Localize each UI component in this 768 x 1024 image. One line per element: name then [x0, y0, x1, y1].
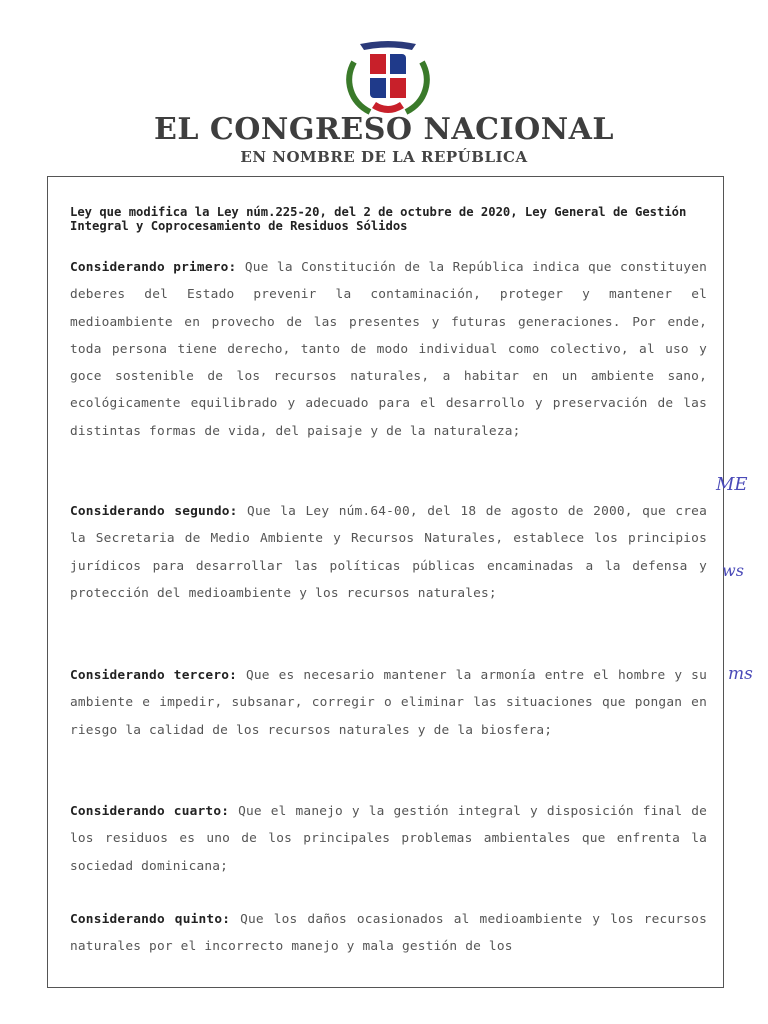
paragraph-lead: Considerando primero: [70, 260, 237, 275]
considerando-quinto [70, 906, 707, 961]
considerando-tercero [70, 662, 707, 744]
margin-initials: ME [716, 474, 748, 495]
considerando-primero [70, 254, 707, 445]
congress-subtitle: EN NOMBRE DE LA REPÚBLICA [240, 148, 528, 166]
margin-initials: ws [722, 561, 744, 580]
congress-title: EL CONGRESO NACIONAL [153, 112, 615, 147]
paragraph-text: Que el manejo y la gestión integral y disposición final de los residuos es uno de los principales problemas ambientales que enfrenta la sociedad dominicana; [70, 804, 707, 874]
paragraph-lead: Considerando tercero: [70, 668, 238, 683]
considerando-cuarto [70, 798, 707, 880]
paragraph-text: Que la Ley núm.64-00, del 18 de agosto de 2000, que crea la Secretaria de Medio Ambiente y Recursos Naturales, establece los principios jurídicos para desarrollar las políticas públicas encaminadas a la defensa y protección del medioambiente y los recursos naturales; [70, 504, 707, 601]
considerando-segundo [70, 498, 707, 607]
paragraph-text: Que la Constitución de la República indica que constituyen deberes del Estado prevenir la contaminación, proteger y mantener el medioambiente en provecho de las presentes y futuras generaciones. Por ende, toda persona tiene derecho, tanto de modo individual como colectivo, al uso y goce sostenible de los recursos naturales, a habitar en un ambiente sano, ecológicamente equilibrado y adecuado para el desarrollo y preservación de las distintas formas de vida, del paisaje y de la naturaleza; [70, 260, 708, 439]
paragraph-lead: Considerando segundo: [70, 504, 238, 519]
paragraph-text: Que es necesario mantener la armonía entre el hombre y su ambiente e impedir, subsanar, corregir o eliminar las situaciones que pongan en riesgo la calidad de los recursos naturales y de la biosfera; [70, 668, 707, 738]
coat-of-arms-seal [340, 40, 436, 120]
margin-initials: ms [728, 664, 753, 684]
paragraph-text: Que los daños ocasionados al medioambiente y los recursos naturales por el incorrecto manejo y mala gestión de los [70, 912, 707, 955]
law-title: Ley que modifica la Ley núm.225-20, del 2 de octubre de 2020, Ley General de Gestión Integral y Coprocesamiento de Residuos Sólidos [70, 205, 687, 233]
paragraph-lead: Considerando cuarto: [70, 804, 230, 819]
paragraph-lead: Considerando quinto: [70, 912, 231, 927]
